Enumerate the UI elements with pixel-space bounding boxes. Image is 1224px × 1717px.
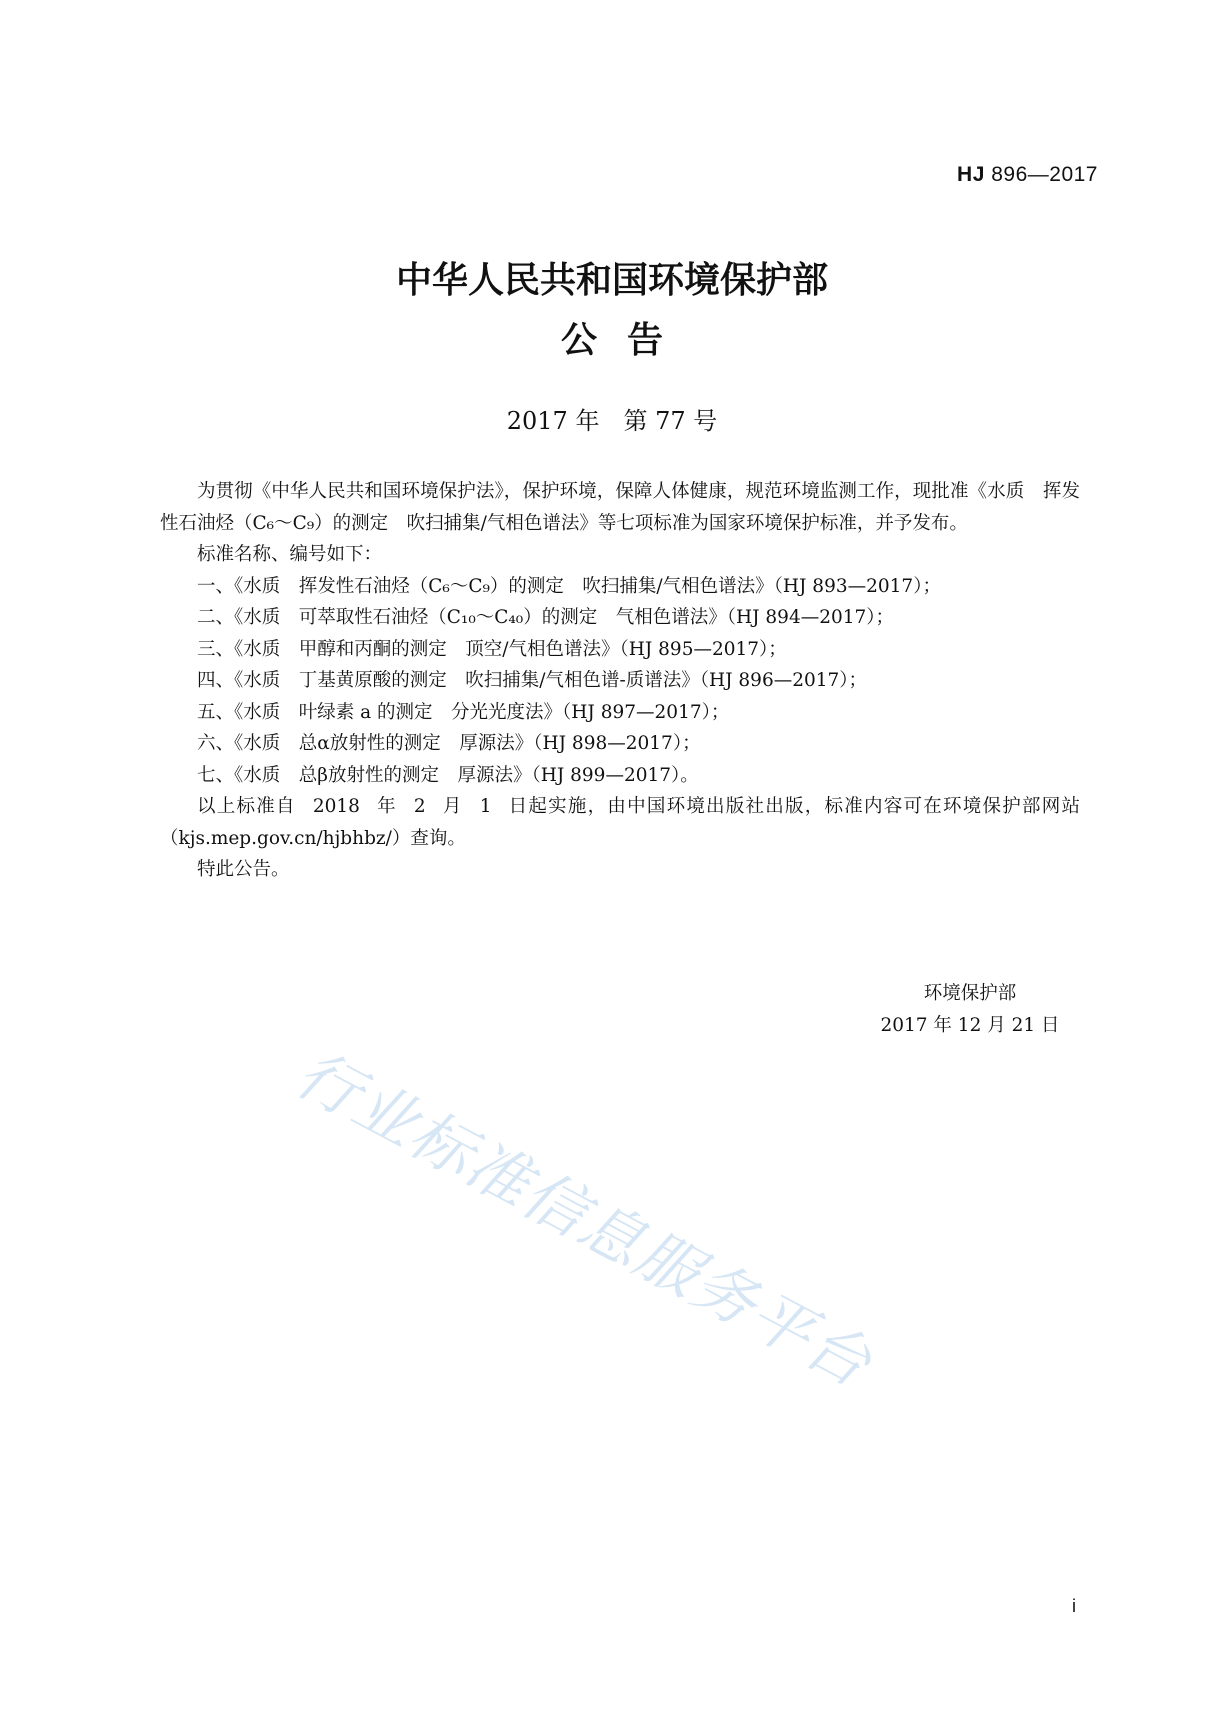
signature-date: 2017 年 12 月 21 日 [880,1014,1060,1036]
signature-block [880,978,1060,1041]
standard-code-number: 896—2017 [991,163,1098,186]
page-number: i [1072,1596,1076,1616]
signature-org: 环境保护部 [923,983,1017,1004]
announcement-body [160,476,1080,886]
standard-code-prefix: HJ [957,163,985,186]
standard-item-3: 三、《水质 甲醇和丙酮的测定 顶空/气相色谱法》（HJ 895—2017）； [197,638,787,660]
standard-item-1: 一、《水质 挥发性石油烃（C₆～C₉）的测定 吹扫捕集/气相色谱法》（HJ 893—2017）； [197,575,941,597]
list-heading: 标准名称、编号如下： [197,544,383,565]
page-subtitle: 公告 [560,320,693,361]
page-title: 中华人民共和国环境保护部 [395,260,828,301]
standard-item-2: 二、《水质 可萃取性石油烃（C₁₀～C₄₀）的测定 气相色谱法》（HJ 894—2017）； [197,607,895,628]
issue-number: 2017 年 第 77 号 [506,407,718,435]
standard-item-6: 六、《水质 总α放射性的测定 厚源法》（HJ 898—2017）； [197,733,701,754]
standard-item-7: 七、《水质 总β放射性的测定 厚源法》（HJ 899—2017）。 [197,764,699,786]
standard-item-5: 五、《水质 叶绿素 a 的测定 分光光度法》（HJ 897—2017）； [197,701,730,723]
watermark: 行业标准信息服务平台 [284,1036,884,1402]
closing-paragraph: 特此公告。 [197,859,290,880]
intro-paragraph: 为贯彻《中华人民共和国环境保护法》，保护环境，保障人体健康，规范环境监测工作，现批准《水质 挥发性石油烃（C₆～C₉）的测定 吹扫捕集/气相色谱法》等七项标准为国家环境保护标准，并予发布。 [160,481,1080,534]
implementation-paragraph: 以上标准自 2018 年 2 月 1 日起实施，由中国环境出版社出版，标准内容可在环境保护部网站（kjs.mep.gov.cn/hjbhbz/）查询。 [160,796,1080,849]
standard-code [957,163,1098,187]
standard-item-4: 四、《水质 丁基黄原酸的测定 吹扫捕集/气相色谱-质谱法》（HJ 896—2017）； [197,670,868,691]
